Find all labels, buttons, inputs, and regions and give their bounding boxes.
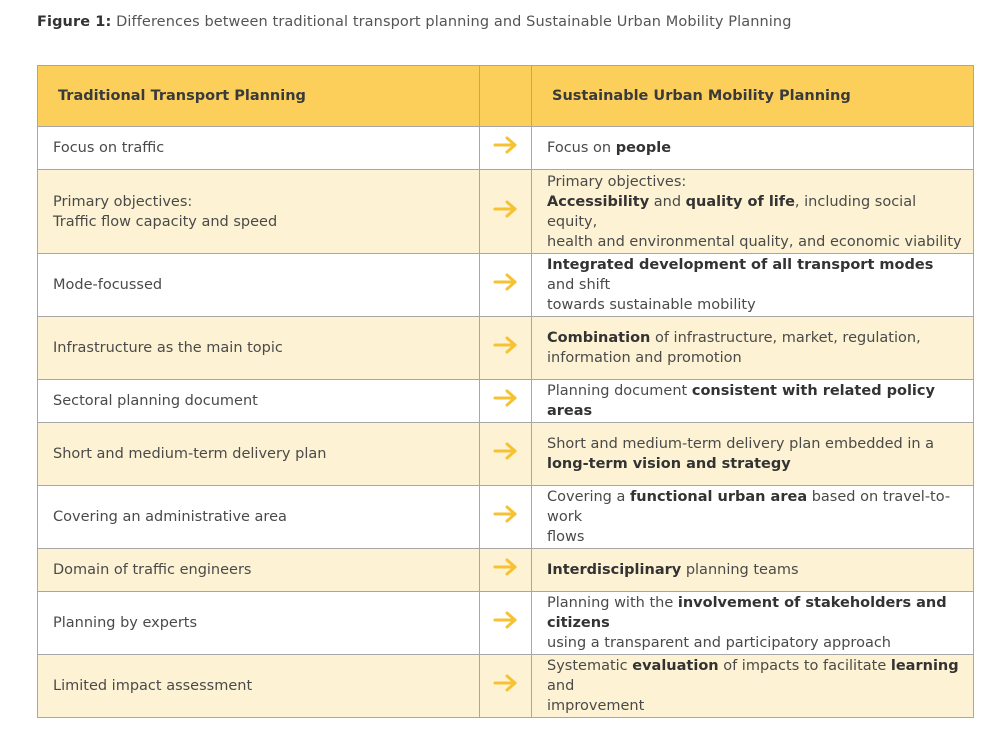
sump-emphasis: Interdisciplinary <box>547 562 682 578</box>
right-arrow-icon <box>493 336 519 354</box>
sump-cell <box>532 549 974 592</box>
right-arrow-icon <box>493 273 519 291</box>
sump-text-line <box>547 527 963 547</box>
sump-emphasis: Integrated development of all transport modes <box>547 257 934 273</box>
sump-text: flows <box>547 529 585 545</box>
traditional-text: Infrastructure as the main topic <box>53 340 283 356</box>
header-traditional: Traditional Transport Planning <box>38 66 480 127</box>
sump-text: information and promotion <box>547 350 742 366</box>
sump-text: based on travel-to-work <box>547 489 951 525</box>
sump-text: Planning document <box>547 383 692 399</box>
traditional-cell <box>38 655 480 718</box>
traditional-cell <box>38 423 480 486</box>
sump-text: towards sustainable mobility <box>547 297 756 313</box>
sump-text: Covering a <box>547 489 630 505</box>
right-arrow-icon <box>493 442 519 460</box>
sump-text: and shift <box>547 277 611 293</box>
sump-text-line <box>547 348 963 368</box>
right-arrow-icon <box>493 200 519 218</box>
arrow-cell <box>480 317 532 380</box>
traditional-text: Focus on traffic <box>53 140 165 156</box>
table-row <box>38 317 974 380</box>
sump-emphasis: learning <box>890 658 959 674</box>
traditional-cell <box>38 486 480 549</box>
traditional-text: Sectoral planning document <box>53 393 258 409</box>
arrow-cell <box>480 423 532 486</box>
sump-text: health and environmental quality, and economic viability <box>547 233 962 250</box>
sump-text-line <box>547 232 963 252</box>
sump-cell <box>532 127 974 170</box>
sump-text-line <box>547 295 963 315</box>
sump-text: planning teams <box>681 562 799 578</box>
sump-text: Short and medium-term delivery plan embedded in a <box>547 436 935 452</box>
figure-caption-text: Differences between traditional transport planning and Sustainable Urban Mobility Planning <box>111 14 792 30</box>
sump-text-line <box>547 696 963 716</box>
sump-emphasis: quality of life <box>685 193 795 210</box>
sump-text-line <box>547 593 963 633</box>
comparison-table <box>37 65 974 718</box>
arrow-cell <box>480 486 532 549</box>
sump-text-line <box>547 328 963 348</box>
figure-caption <box>37 14 792 30</box>
traditional-cell <box>38 592 480 655</box>
traditional-text: Domain of traffic engineers <box>53 562 252 578</box>
sump-text-line <box>547 381 963 421</box>
sump-emphasis: Combination <box>547 330 651 346</box>
traditional-text: Traffic flow capacity and speed <box>53 213 278 230</box>
sump-text: and <box>547 678 575 694</box>
sump-emphasis: evaluation <box>632 658 719 674</box>
sump-text-line <box>547 434 963 454</box>
table-row <box>38 655 974 718</box>
table-body <box>38 127 974 718</box>
sump-text-line <box>547 560 963 580</box>
table-row <box>38 170 974 254</box>
sump-text: Systematic <box>547 658 633 674</box>
traditional-cell <box>38 170 480 254</box>
table-row <box>38 423 974 486</box>
sump-text: improvement <box>547 698 645 714</box>
sump-text-line <box>547 172 963 192</box>
traditional-cell <box>38 549 480 592</box>
sump-cell <box>532 486 974 549</box>
traditional-cell <box>38 127 480 170</box>
traditional-text: Planning by experts <box>53 615 198 631</box>
table-row <box>38 380 974 423</box>
right-arrow-icon <box>493 558 519 576</box>
figure-label: Figure 1: <box>37 14 112 30</box>
sump-text-line <box>547 633 963 653</box>
sump-cell <box>532 655 974 718</box>
header-arrow-spacer <box>480 66 532 127</box>
sump-emphasis: consistent with related policy areas <box>547 383 935 419</box>
traditional-text: Mode-focussed <box>53 277 163 293</box>
right-arrow-icon <box>493 136 519 154</box>
sump-emphasis: involvement of stakeholders and citizens <box>547 595 947 631</box>
traditional-cell <box>38 254 480 317</box>
sump-emphasis: functional urban area <box>630 489 808 505</box>
traditional-text: Primary objectives: <box>53 193 193 210</box>
sump-text: Focus on <box>547 140 616 156</box>
arrow-cell <box>480 170 532 254</box>
arrow-cell <box>480 254 532 317</box>
sump-text: Primary objectives: <box>547 173 687 190</box>
table-row <box>38 592 974 655</box>
sump-text: of infrastructure, market, regulation, <box>650 330 921 346</box>
sump-text: Planning with the <box>547 595 678 611</box>
table-header-row <box>38 66 974 127</box>
table-row <box>38 254 974 317</box>
traditional-cell <box>38 317 480 380</box>
sump-text-line <box>547 138 963 158</box>
sump-cell <box>532 380 974 423</box>
sump-text: and <box>649 193 686 210</box>
sump-emphasis: long-term vision and strategy <box>547 456 791 472</box>
sump-emphasis: Accessibility <box>547 193 650 210</box>
sump-text: , including social equity, <box>547 193 917 230</box>
sump-cell <box>532 317 974 380</box>
header-sump: Sustainable Urban Mobility Planning <box>532 66 974 127</box>
arrow-cell <box>480 549 532 592</box>
sump-cell <box>532 423 974 486</box>
arrow-cell <box>480 127 532 170</box>
traditional-text: Limited impact assessment <box>53 678 253 694</box>
right-arrow-icon <box>493 505 519 523</box>
arrow-cell <box>480 380 532 423</box>
traditional-text: Covering an administrative area <box>53 509 287 525</box>
sump-cell <box>532 170 974 254</box>
sump-text-line <box>547 454 963 474</box>
sump-text-line <box>547 656 963 696</box>
traditional-cell <box>38 380 480 423</box>
arrow-cell <box>480 592 532 655</box>
table-row <box>38 486 974 549</box>
right-arrow-icon <box>493 389 519 407</box>
right-arrow-icon <box>493 674 519 692</box>
table-row <box>38 549 974 592</box>
arrow-cell <box>480 655 532 718</box>
sump-text: using a transparent and participatory approach <box>547 635 891 651</box>
sump-cell <box>532 254 974 317</box>
sump-text-line <box>547 192 963 232</box>
sump-emphasis: people <box>615 140 672 156</box>
sump-text-line <box>547 487 963 527</box>
sump-cell <box>532 592 974 655</box>
sump-text: of impacts to facilitate <box>718 658 891 674</box>
right-arrow-icon <box>493 611 519 629</box>
traditional-text: Short and medium-term delivery plan <box>53 446 327 462</box>
table-row <box>38 127 974 170</box>
sump-text-line <box>547 255 963 295</box>
